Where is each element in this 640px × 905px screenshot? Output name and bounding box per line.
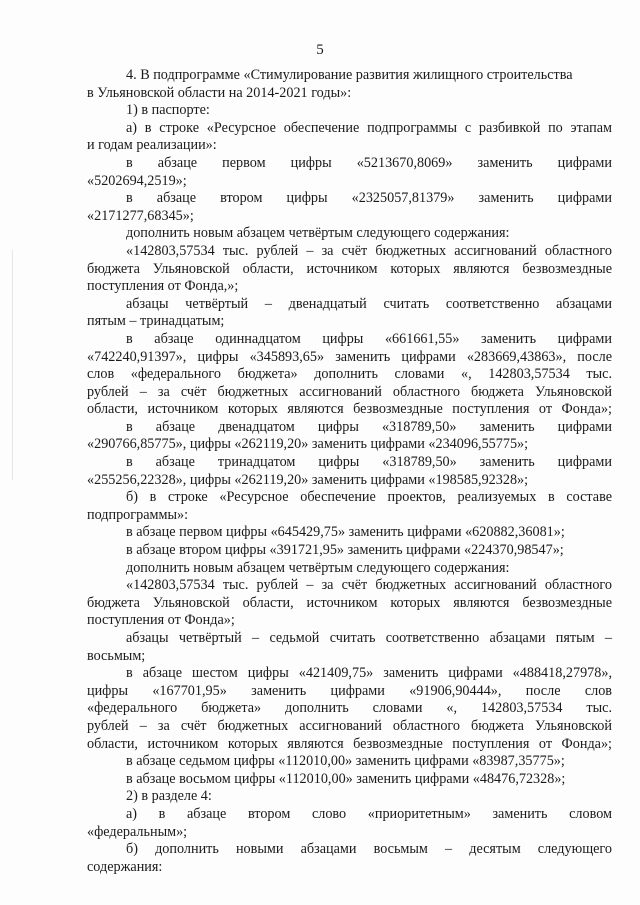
text-line: в Ульяновской области на 2014-2021 годы»: [87, 84, 352, 101]
text-line: в абзаце седьмом цифры «112010,00» заменить цифрами «83987,35775»; [126, 753, 565, 770]
text-line: в абзаце шестом цифры «421409,75» заменить цифрами «488418,27978», [126, 665, 612, 682]
text-line: 4. В подпрограмме «Стимулирование развития жилищного строительства [126, 67, 573, 83]
page-number: 5 [316, 42, 324, 58]
text-line: «142803,57534 тыс. рублей – за счёт бюджетных ассигнований областного [126, 242, 612, 259]
text-line: «5202694,2519»; [87, 172, 187, 189]
document-body [87, 67, 612, 876]
text-line: «федеральным»; [87, 823, 188, 840]
text-line: б) дополнить новыми абзацами восьмым – десятым следующего [126, 841, 612, 858]
text-line: 1) в паспорте: [126, 102, 210, 119]
text-line: абзацы четвёртый – двенадцатый считать соответственно абзацами [126, 295, 612, 312]
text-line: содержания: [87, 858, 163, 875]
text-line: в абзаце одиннадцатом цифры «661661,55» заменить цифрами [126, 330, 612, 347]
text-line: области, источником которых являются безвозмездные поступления от Фонда»; [87, 735, 612, 752]
text-line: «2171277,68345»; [87, 207, 194, 224]
text-line: дополнить новым абзацем четвёртым следующего содержания: [126, 225, 510, 242]
text-line: в абзаце восьмом цифры «112010,00» заменить цифрами «48476,72328»; [126, 770, 566, 787]
text-line: «742240,91397», цифры «345893,65» заменить цифрами «283669,43863», после [87, 348, 612, 365]
text-line: поступления от Фонда»; [87, 612, 235, 629]
text-line: «255256,22328», цифры «262119,20» заменить цифрами «198585,92328»; [87, 471, 529, 488]
text-line: б) в строке «Ресурсное обеспечение проектов, реализуемых в составе [126, 489, 612, 506]
text-line: и годам реализации»: [87, 137, 217, 154]
text-line: «142803,57534 тыс. рублей – за счёт бюджетных ассигнований областного [126, 577, 612, 594]
text-line: в абзаце тринадцатом цифры «318789,50» заменить цифрами [126, 454, 612, 471]
text-line: абзацы четвёртый – седьмой считать соответственно абзацами пятым – [126, 630, 612, 646]
text-line: слов «федерального бюджета» дополнить словами «, 142803,57534 тыс. [87, 366, 612, 383]
text-line: области, источником которых являются безвозмездные поступления от Фонда»; [87, 401, 612, 418]
text-line: рублей – за счёт бюджетных ассигнований областного бюджета Ульяновской [87, 383, 612, 400]
text-line: в абзаце двенадцатом цифры «318789,50» заменить цифрами [126, 418, 612, 435]
text-line: бюджета Ульяновской области, источником которых являются безвозмездные [87, 594, 612, 611]
text-line: «290766,85775», цифры «262119,20» заменить цифрами «234096,55775»; [87, 436, 529, 453]
text-line: в абзаце втором цифры «2325057,81379» заменить цифрами [126, 190, 612, 207]
text-line: бюджета Ульяновской области, источником которых являются безвозмездные [87, 260, 612, 277]
text-line: в абзаце втором цифры «391721,95» заменить цифрами «224370,98547»; [126, 542, 564, 559]
text-line: подпрограммы»: [87, 506, 189, 523]
text-line: цифры «167701,95» заменить цифрами «91906,90444», после слов [87, 682, 612, 699]
text-line: в абзаце первом цифры «5213670,8069» заменить цифрами [126, 154, 612, 171]
text-line: рублей – за счёт бюджетных ассигнований областного бюджета Ульяновской [87, 717, 612, 734]
text-line: пятым – тринадцатым; [87, 313, 225, 330]
text-line: 2) в разделе 4: [126, 788, 212, 805]
text-line: «федерального бюджета» дополнить словами «, 142803,57534 тыс. [87, 700, 612, 717]
text-line: в абзаце первом цифры «645429,75» заменить цифрами «620882,36081»; [126, 524, 565, 541]
text-line: дополнить новым абзацем четвёртым следующего содержания: [126, 559, 510, 576]
scan-edge-shadow [12, 250, 13, 480]
text-line: а) в строке «Ресурсное обеспечение подпрограммы с разбивкой по этапам [126, 119, 612, 136]
text-line: а) в абзаце втором слово «приоритетным» заменить словом [126, 805, 612, 822]
text-line: поступления от Фонда,»; [87, 278, 239, 295]
text-line: восьмым; [87, 647, 146, 664]
